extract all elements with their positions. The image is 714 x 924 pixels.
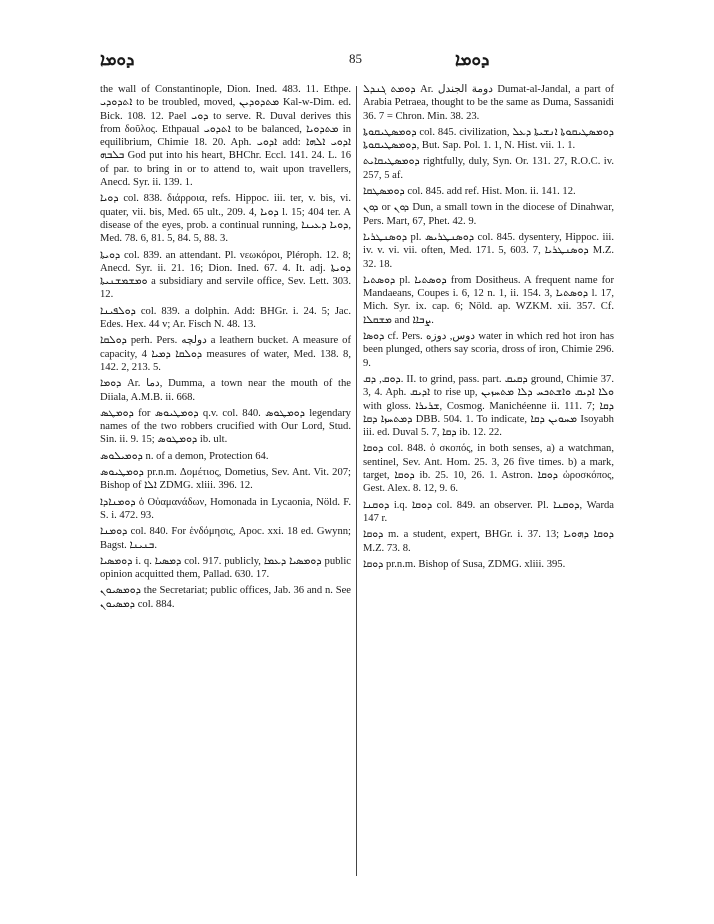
dictionary-entry: ܕܘܡܣܝܐ i. q. ܕܡܣܝܐ col. 917. publicly, ܕܘܡܣܝܐ ܕܥܡܐ public opinion acquitted them, Pallad. 630. 17.	[100, 555, 352, 581]
dictionary-entry: ܕܘܡܣܛܩܐ col. 845. add ref. Hist. Mon. ii. 141. 12.	[363, 186, 576, 198]
dictionary-entry: ܕܘܡܣܛܝܩܐܝܬ rightfully, duly, Syn. Or. 131. 27, R.O.C. iv. 257, 5 af.	[363, 156, 614, 181]
dictionary-entry: ܕܘܡܣܝܘܢ the Secretariat; public offices, Jab. 36 and n. See ܕܡܣܝܘܢ col. 884.	[100, 585, 351, 610]
dictionary-entry: ܕܘܩ, ܕܩ. II. to grind, pass. part. ܕܩܝܩ ground, Chimie 37. 3, 4. Aph. ܐܕܝܩ to rise up, ܘܠܐ ܐܕܝܩ ܘܐܫܬܟܚ ܕܠܐ ܡܬܚܙܝܢ with gloss. ܫܪܝܪܐ, Cosmog. Manichéenne ii. 111. 7; ܕܩܐ ܕܡܬܚܙܐ ܕܩܐ DBB. 504. 1. To indicate, ܡܚܘܝܢ ܕܩܐ Isoyabh iii. ed. Duval 5. 7, ܕܩܐ ib. 12. 22.	[363, 373, 615, 439]
right-running-head: ܕܘܡܐ	[455, 50, 490, 69]
dictionary-entry: ܕܘܢ or ܕܘܢ Dun, a small town in the diocese of Dinahwar, Pers. Mart, 67, Phet. 42. 9.	[363, 202, 614, 227]
page-number: 85	[349, 51, 362, 66]
dictionary-entry: ܕܘܡܬ ܓܢܕܠ Ar. دومة الجندل Dumat-al-Jandal, a part of Arabia Petraea, thought to be the same as Duma, Sassanidi 36. 7 = Chron. Min. 38. 23.	[363, 84, 614, 122]
left-running-head: ܕܘܡܐ	[100, 50, 135, 69]
dictionary-entry: ܕܘܠܩܐ perh. Pers. دولچه a leathern bucket. A measure of capacity, ܕܘܠܩܐ ܕܡܝܐ 4 measures of water, Med. 138. 8, 142. 2, 213. 5.	[100, 335, 351, 373]
right-column	[363, 83, 614, 574]
dictionary-entry: the wall of Constantinople, Dion. Ined. 483. 11. Ethpe. ܐܬܕܘܕܝ to be troubled, moved, ܡܬܕܘܕܝܢ Kal-w-Dim. ed. Bick. 108. 12. Pael ܕܘܝ to serve. R. Duval derives this from δοῦλος. Ethpaual ܐܬܕܘܝ to be balanced, ܡܬܕܘܝܐ in equilibrium, Chimie 18. 20. Aph. ܐܕܘܝ add: ܐܕܘܝ ܐܠܗܐ ܒܠܒܗ God put into his heart, BHChr. Eccl. 141. 24. L. 16 of par. to bring in or to attend to, wait upon travellers, Anecd. Syr. ii. 139. 1.	[100, 84, 352, 189]
dictionary-entry: ܕܘܡܛܣ for ܕܘܡܛܝܘܣ q.v. col. 840. ܕܘܡܛܘܣ legendary names of the two robbers crucified with Our Lord, Stud. Sin. ii. 9. 15; ܕܘܡܛܘܣ ib. ult.	[100, 407, 351, 446]
dictionary-entry: ܕܘܝܬܐ col. 839. an attendant. Pl. νεωκόροι, Pléroph. 12. 8; Anecd. Syr. ii. 21. 16; Dion. Ined. 67. 4. It. adj. ܕܘܝܬܐ ܘܡܫܡܫܢܝܬܐ a subsidiary and servile office, Sev. Lett. 303. 12.	[100, 249, 351, 301]
page-header	[0, 50, 714, 78]
dictionary-entry: ܕܘܡܛܝܘܣ pr.n.m. Δομέτιος, Dometius, Sev. Ant. Vit. 207; Bishop of ܐܠܐ ZDMG. xliii. 396. 12.	[100, 467, 351, 492]
dictionary-entry: ܕܘܩܐ pr.n.m. Bishop of Susa, ZDMG. xliii. 395.	[363, 558, 566, 570]
dictionary-entry: ܕܘܠܦܝܢܐ col. 839. a dolphin. Add: BHGr. i. 24. 5; Jac. Edes. Hex. 44 v; Ar. Fisch N. 48. 13.	[100, 305, 351, 331]
column-divider	[356, 86, 357, 876]
dictionary-entry: ܕܘܡܐ Ar. دما, Dumma, a town near the mouth of the Diiala, A.M.B. ii. 668.	[100, 378, 351, 403]
dictionary-entry: ܕܘܣܢܛܪܝܐ pl. ܕܘܣܢܛܪܝܣ col. 845. dysentery, Hippoc. iii. iv. v. vi. vii. often, Med. 171. 5, 603. 7, ܕܘܣܢܛܪܝܐ M.Z. 32. 18.	[363, 231, 614, 270]
dictionary-entry: ܕܘܡܢܐ col. 840. For ἑνδόμησις, Apoc. xxi. 18 ed. Gwynn; Bagst. ܒܢܝܢܐ.	[100, 526, 351, 551]
dictionary-entry: ܕܘܣܐ cf. Pers. دوس, دوزه water in which red hot iron has been plunged, others say scoria, dross of iron, Chimie 296. 9.	[363, 331, 614, 369]
dictionary-entry: ܕܘܩܐ m. a student, expert, BHGr. i. 37. 13; ܕܘܩܐ ܕܗܘܝܐ M.Z. 73. 8.	[363, 529, 614, 554]
dictionary-entry: ܕܘܩܢܐ i.q. ܕܘܩܐ col. 849. an observer. Pl. ܕܘܩܢܐ, Warda 147 r.	[363, 499, 614, 524]
dictionary-entry: ܕܘܣܬܝܐ pl. ܕܘܣܬܝܐ from Dositheus. A frequent name for Mandaeans, Coupes i. 6, 12 n. 1, ii. 154. 3, ܕܘܣܬܝܐ l. 17, Mich. Syr. ix. cap. 6; Nöld. ap. WZKM. xii. 357. Cf. ܡܫܩܠܐ and ܨܒܐܐ.	[363, 274, 615, 326]
dictionary-entry: ܕܘܡܢܐܕܐ ὁ Οὐαμανάδων, Homonada in Lycaonia, Nöld. F. S. i. 472. 93.	[100, 496, 351, 521]
dictionary-entry: ܕܘܩܐ col. 848. ὁ σκοπός, in both senses, a) a watchman, sentinel, Sev. Ant. Hom. 25. 3, 26 five times. b) a mark, target, ܕܘܩܐ ib. 25. 10, 26. 1. Astron. ܕܘܩܐ ὡροσκόπος, Gest. Alex. 8. 12, 9. 6.	[363, 443, 614, 495]
dictionary-entry: ܕܘܡܣܛܝܩܘܬܐ col. 845. civilization, ܕܘܡܣܛܝܩܘܬܐ ܐܢܫܝܬܐ ܕܥܠ ܕܘܡܣܛܝܩܘܬܐ, But. Sap. Pol. 1. 1, N. Hist. vii. 1. 1.	[363, 126, 614, 152]
dictionary-entry: ܕܘܡܝܠܘܣ n. of a demon, Protection 64.	[100, 450, 269, 462]
dictionary-entry: ܕܘܝܐ col. 838. διάρροια, refs. Hippoc. iii. ter, v. bis, vi. quater, vii. bis, Med. 65 ult., 209. 4, ܕܘܝܐ l. 15; 404 ter. A disease of the eyes, prob. a continual running, ܕܘܝܐ ܕܥܝܢܐ, Med. 78. 6, 81. 5, 84. 5, 88. 3.	[100, 193, 351, 245]
left-column	[100, 83, 351, 614]
